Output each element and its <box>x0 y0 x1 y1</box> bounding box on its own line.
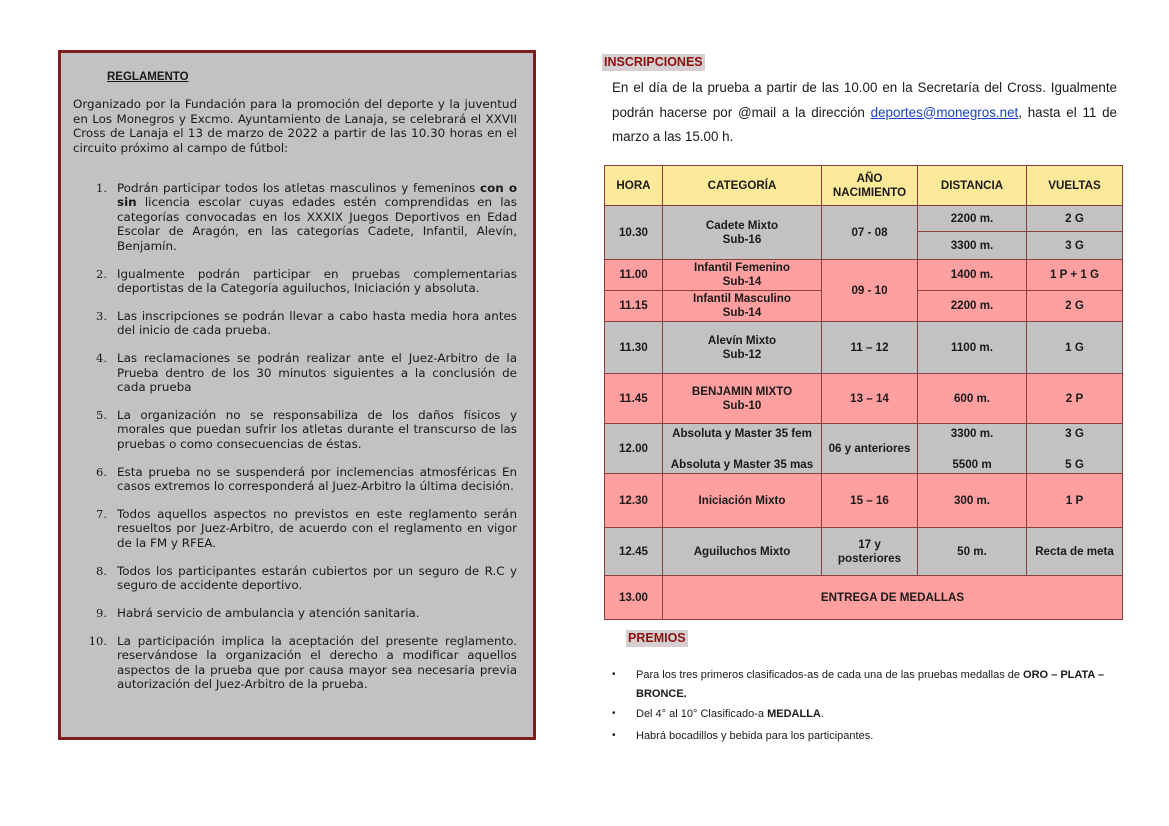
premios-list <box>612 666 1117 747</box>
cell-year: 07 - 08 <box>822 206 918 260</box>
cell-year: 17 y posteriores <box>822 528 918 576</box>
cell-categoria <box>663 424 822 474</box>
cell-year: 06 y anteriores <box>822 424 918 474</box>
cell-hora: 12.45 <box>605 528 663 576</box>
rule-item <box>73 181 517 253</box>
table-row <box>605 206 1123 232</box>
cell-vueltas: 3 G <box>1027 232 1123 260</box>
rule-number: 2. <box>96 266 107 281</box>
rule-text: Todos aquellos aspectos no previstos en este reglamento serán resueltos por Juez-Arbitro, de acuerdo con el reglamento en vigor de la FM y RFEA. <box>117 506 517 550</box>
rule-number: 9. <box>96 605 107 620</box>
inscripciones-title: INSCRIPCIONES <box>604 55 703 69</box>
cell-vueltas <box>1027 424 1123 474</box>
cell-distancia: 1100 m. <box>918 322 1027 374</box>
rule-number: 4. <box>96 351 107 366</box>
premio-text: Habrá bocadillos y bebida para los participantes. <box>636 729 874 742</box>
rule-item <box>73 351 517 394</box>
rule-text: Las inscripciones se podrán llevar a cabo hasta media hora antes del inicio de cada prueba. <box>117 308 517 338</box>
rule-text: Esta prueba no se suspenderá por inclemencias atmosféricas En casos extremos lo corresponderá al Juez-Arbitro la última decisión. <box>117 464 517 493</box>
cell-vueltas: 2 P <box>1027 374 1123 424</box>
table-row <box>605 260 1123 291</box>
cell-categoria: Infantil Femenino Sub-14 <box>663 260 822 291</box>
premios-title: PREMIOS <box>628 631 686 645</box>
cell-distancia: 2200 m. <box>918 206 1027 232</box>
rule-item <box>73 465 517 494</box>
cell-distancia: 50 m. <box>918 528 1027 576</box>
rule-item <box>73 634 517 692</box>
email-link[interactable]: deportes@monegros.net <box>870 104 1019 120</box>
cell-distancia <box>918 424 1027 474</box>
rule-number: 1. <box>96 181 107 195</box>
cell-vueltas: Recta de meta <box>1027 528 1123 576</box>
distance-line: 3300 m. <box>950 426 994 440</box>
bullet-icon: • <box>612 729 616 741</box>
cell-distancia: 300 m. <box>918 474 1027 528</box>
rule-number: 7. <box>96 506 107 521</box>
rule-item <box>73 267 517 296</box>
cell-vueltas: 1 P + 1 G <box>1027 260 1123 291</box>
rule-item <box>73 408 517 451</box>
cell-vueltas: 2 G <box>1027 206 1123 232</box>
cell-distancia: 2200 m. <box>918 291 1027 322</box>
distance-line: 5500 m <box>952 457 992 471</box>
rule-number: 10. <box>88 633 107 648</box>
table-row <box>605 424 1123 474</box>
rule-text: La organización no se responsabiliza de los daños físicos y morales que puedan sufrir los atletas durante el transcurso de las pruebas o como consecuencias de éstas. <box>117 407 517 451</box>
premio-text: Para los tres primeros clasificados-as de cada una de las pruebas medallas de ORO – PLATA – BRONCE. <box>636 669 1105 700</box>
cell-categoria: Alevín Mixto Sub-12 <box>663 322 822 374</box>
cell-hora: 10.30 <box>605 206 663 260</box>
list-item <box>612 666 1117 703</box>
cell-entrega-medallas: ENTREGA DE MEDALLAS <box>663 576 1123 620</box>
cell-categoria: Aguiluchos Mixto <box>663 528 822 576</box>
cell-vueltas: 1 P <box>1027 474 1123 528</box>
rule-text: La participación implica la aceptación del presente reglamento. reservándose la organización el derecho a modificar aquellos aspectos de la prueba que por causa mayor sea necesaria previa autorización del Juez-Arbitro de la prueba. <box>117 633 517 692</box>
table-header-row <box>605 166 1123 206</box>
cell-categoria: Iniciación Mixto <box>663 474 822 528</box>
cell-categoria: Infantil Masculino Sub-14 <box>663 291 822 322</box>
cell-hora: 12.30 <box>605 474 663 528</box>
header-vueltas: VUELTAS <box>1027 166 1123 206</box>
category-line: Absoluta y Master 35 fem <box>672 426 812 440</box>
list-item <box>612 727 1117 746</box>
cell-year: 15 – 16 <box>822 474 918 528</box>
cell-categoria: BENJAMIN MIXTO Sub-10 <box>663 374 822 424</box>
cell-vueltas: 2 G <box>1027 291 1123 322</box>
cell-hora: 13.00 <box>605 576 663 620</box>
rule-item <box>73 606 517 620</box>
table-row <box>605 374 1123 424</box>
table-row <box>605 576 1123 620</box>
list-item <box>612 705 1117 724</box>
category-line: Absoluta y Master 35 mas <box>670 457 814 471</box>
cell-distancia: 3300 m. <box>918 232 1027 260</box>
bullet-icon: • <box>612 708 616 719</box>
header-categoria: CATEGORÍA <box>663 166 822 206</box>
cell-year: 11 – 12 <box>822 322 918 374</box>
rules-list <box>73 181 517 691</box>
premio-text: Del 4° al 10° Clasificado-a MEDALLA. <box>636 708 824 720</box>
cell-categoria: Cadete Mixto Sub-16 <box>663 206 822 260</box>
rule-item <box>73 564 517 593</box>
header-distancia: DISTANCIA <box>918 166 1027 206</box>
cell-year: 13 – 14 <box>822 374 918 424</box>
cell-year: 09 - 10 <box>822 260 918 322</box>
rule-text: Todos los participantes estarán cubiertos por un seguro de R.C y seguro de accidente deportivo. <box>117 563 517 593</box>
rule-item <box>73 309 517 338</box>
laps-line: 5 G <box>1065 457 1084 471</box>
bullet-icon: • <box>612 669 616 680</box>
rule-number: 5. <box>96 407 107 422</box>
rule-text: Podrán participar todos los atletas masculinos y femeninos con o sin licencia escolar cuyas edades estén comprendidas en las categorías convocadas en los XXXIX Juegos Deportivos en Edad Escolar de Aragón, en las categorías Cadete, Infantil, Alevín, Benjamín. <box>117 181 517 253</box>
rule-number: 8. <box>96 563 107 578</box>
rule-item <box>73 507 517 550</box>
reglamento-intro: Organizado por la Fundación para la promoción del deporte y la juventud en Los Monegros y Excmo. Ayuntamiento de Lanaja, se celebrará el XXVII Cross de Lanaja el 13 de marzo de 2022 a partir de las 10.30 horas en el circuito próximo al campo de fútbol: <box>73 97 517 155</box>
rule-number: 3. <box>96 308 107 323</box>
cell-hora: 12.00 <box>605 424 663 474</box>
header-ano-nacimiento: AÑO NACIMIENTO <box>822 166 918 206</box>
table-row <box>605 528 1123 576</box>
cell-distancia: 1400 m. <box>918 260 1027 291</box>
rule-number: 6. <box>96 464 107 479</box>
rule-text: Igualmente podrán participar en pruebas complementarias deportistas de la Categoría aguiluchos, Iniciación y absoluta. <box>117 266 517 295</box>
table-row <box>605 474 1123 528</box>
cell-hora: 11.30 <box>605 322 663 374</box>
cell-hora: 11.15 <box>605 291 663 322</box>
cell-distancia: 600 m. <box>918 374 1027 424</box>
rule-text: Habrá servicio de ambulancia y atención sanitaria. <box>117 605 420 620</box>
cell-vueltas: 1 G <box>1027 322 1123 374</box>
table-row <box>605 322 1123 374</box>
rule-text: Las reclamaciones se podrán realizar ante el Juez-Arbitro de la Prueba dentro de los 30 minutos siguientes a la conclusión de cada prueba <box>117 351 517 394</box>
laps-line: 3 G <box>1065 426 1084 440</box>
cell-hora: 11.45 <box>605 374 663 424</box>
reglamento-title: REGLAMENTO <box>107 71 189 83</box>
schedule-table <box>604 165 1123 620</box>
header-hora: HORA <box>605 166 663 206</box>
inscripciones-text: En el día de la prueba a partir de las 10.00 en la Secretaría del Cross. Igualmente podrán hacerse por @mail a la dirección deportes@monegros.net, hasta el 11 de marzo a las 15.00 h. <box>612 80 1118 145</box>
reglamento-panel <box>58 50 536 740</box>
cell-hora: 11.00 <box>605 260 663 291</box>
